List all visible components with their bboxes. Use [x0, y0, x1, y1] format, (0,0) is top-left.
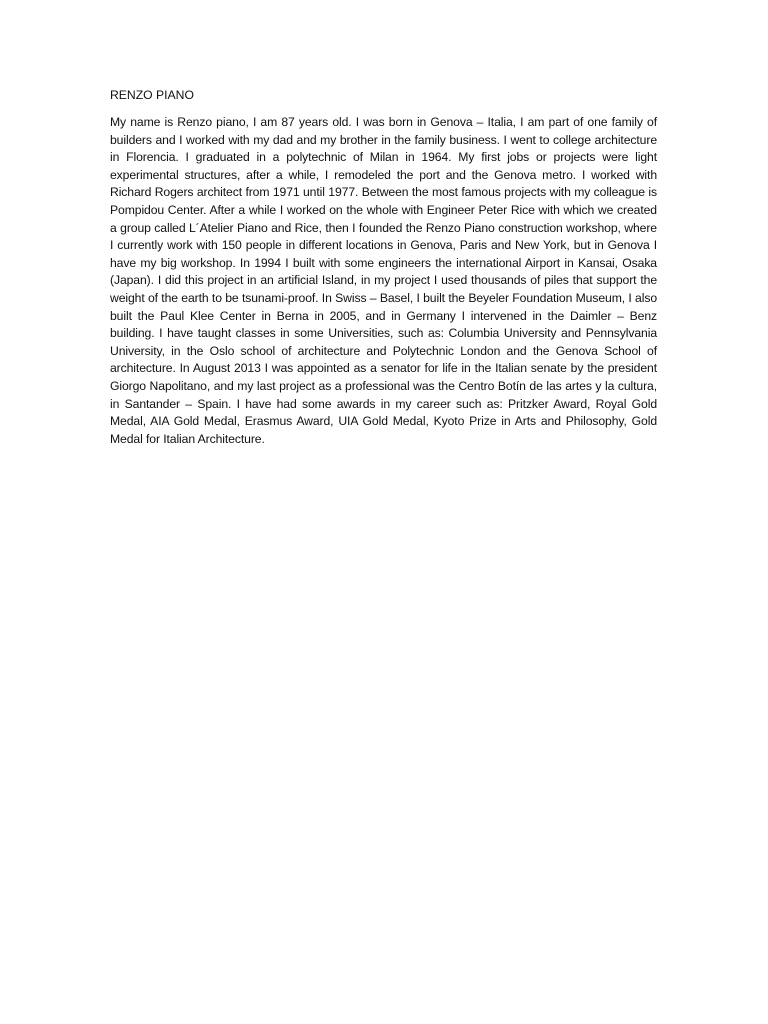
document-body-paragraph: My name is Renzo piano, I am 87 years old. I was born in Genova – Italia, I am part of one family of builders and I worked with my dad and my brother in the family business. I went to college architecture in Florencia. I graduated in a polytechnic of Milan in 1964. My first jobs or projects were light experimental structures, after a while, I remodeled the port and the Genova metro. I worked with Richard Rogers architect from 1971 until 1977. Between the most famous projects with my colleague is Pompidou Center. After a while I worked on the whole with Engineer Peter Rice with which we created a group called L´Atelier Piano and Rice, then I founded the Renzo Piano construction workshop, where I currently work with 150 people in different locations in Genova, Paris and New York, but in Genova I have my big workshop. In 1994 I built with some engineers the international Airport in Kansai, Osaka (Japan). I did this project in an artificial Island, in my project I used thousands of piles that support the weight of the earth to be tsunami-proof. In Swiss – Basel, I built the Beyeler Foundation Museum, I also built the Paul Klee Center in Berna in 2005, and in Germany I intervened in the Daimler – Benz building. I have taught classes in some Universities, such as: Columbia University and Pennsylvania University, in the Oslo school of architecture and Polytechnic London and the Genova School of architecture. In August 2013 I was appointed as a senator for life in the Italian senate by the president Giorgo Napolitano, and my last project as a professional was the Centro Botín de las artes y la cultura, in Santander – Spain. I have had some awards in my career such as: Pritzker Award, Royal Gold Medal, AIA Gold Medal, Erasmus Award, UIA Gold Medal, Kyoto Prize in Arts and Philosophy, Gold Medal for Italian Architecture.	[110, 115, 657, 446]
document-title: RENZO PIANO	[110, 88, 194, 102]
document-content	[110, 87, 657, 448]
